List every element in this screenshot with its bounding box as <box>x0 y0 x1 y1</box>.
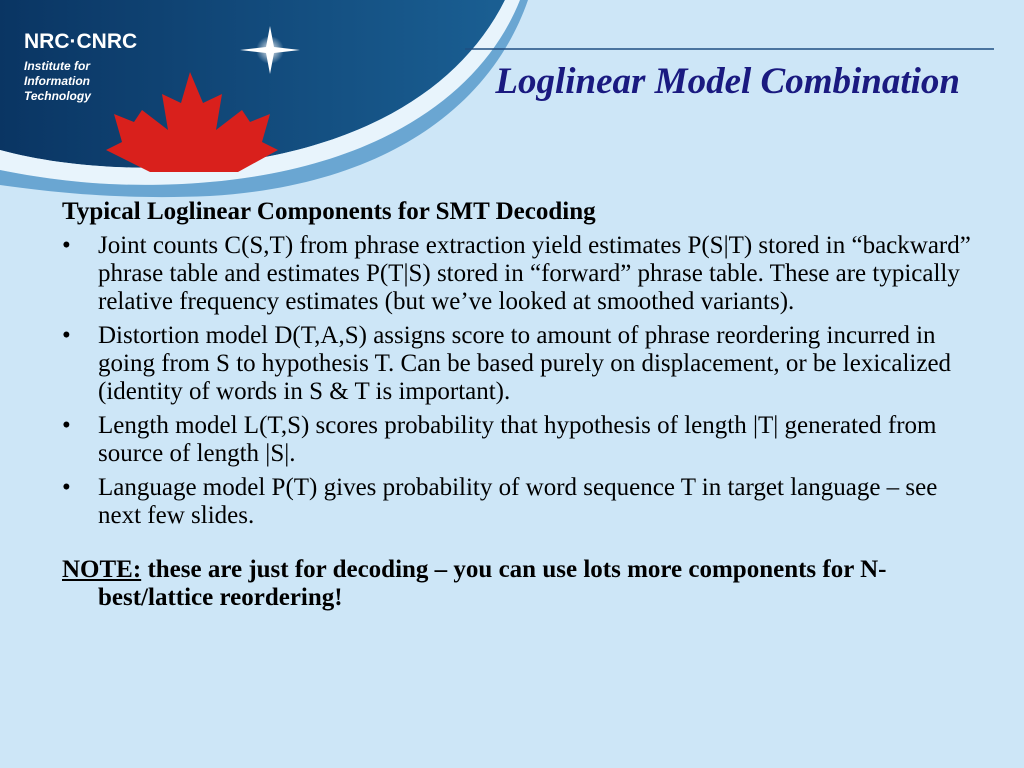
bullet-item <box>62 412 972 468</box>
slide-body <box>62 198 972 612</box>
bullet-item <box>62 322 972 406</box>
note-paragraph <box>62 556 972 612</box>
note-label: NOTE: <box>62 556 142 583</box>
bullet-marker: • <box>62 474 71 501</box>
bullet-marker: • <box>62 232 71 259</box>
bullet-text: Joint counts C(S,T) from phrase extraction yield estimates P(S|T) stored in “backward” phrase table and estimates P(T|S) stored in “forward” phrase table. These are typically relative frequency estimates (but we’ve looked at smoothed variants). <box>98 232 971 315</box>
logo-mark: NRC·CNRC <box>24 30 138 53</box>
note-text: these are just for decoding – you can use lots more components for N-best/lattice reordering! <box>98 556 887 611</box>
bullet-marker: • <box>62 412 71 439</box>
nrc-logo <box>24 30 137 104</box>
bullet-list <box>62 232 972 530</box>
bullet-item <box>62 474 972 530</box>
logo-line-3: Technology <box>24 89 91 103</box>
bullet-text: Language model P(T) gives probability of word sequence T in target language – see next few slides. <box>98 474 938 529</box>
logo-line-2: Information <box>24 74 90 88</box>
bullet-text: Length model L(T,S) scores probability that hypothesis of length |T| generated from source of length |S|. <box>98 412 937 467</box>
bullet-text: Distortion model D(T,A,S) assigns score to amount of phrase reordering incurred in going from S to hypothesis T. Can be based purely on displacement, or be lexicalized (identity of words in S & T is important). <box>98 322 952 405</box>
logo-line-1: Institute for <box>24 59 90 73</box>
bullet-marker: • <box>62 322 71 349</box>
logo-subtitle <box>24 59 137 104</box>
bullet-item <box>62 232 972 316</box>
section-heading: Typical Loglinear Components for SMT Decoding <box>62 198 596 225</box>
slide-title: Loglinear Model Combination <box>495 61 960 102</box>
